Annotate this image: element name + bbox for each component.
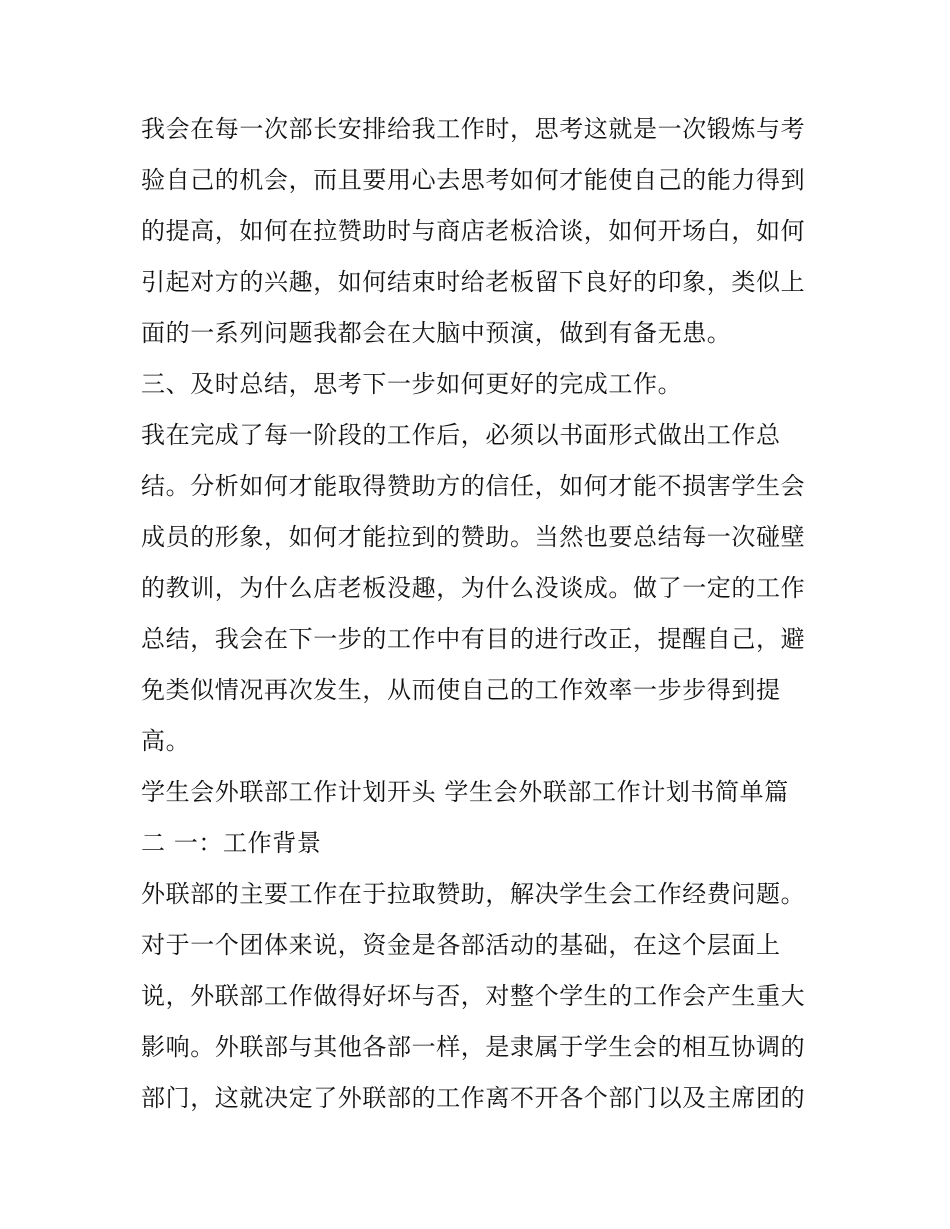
text-line: 高。 bbox=[141, 727, 191, 755]
text-line: 引起对方的兴趣，如何结束时给老板留下良好的印象，类似上 bbox=[141, 268, 806, 296]
text-line: 免类似情况再次发生，从而使自己的工作效率一步步得到提 bbox=[141, 676, 781, 704]
text-line: 验自己的机会，而且要用心去思考如何才能使自己的能力得到 bbox=[141, 166, 806, 194]
text-line: 我会在每一次部长安排给我工作时，思考这就是一次锻炼与考 bbox=[141, 115, 806, 143]
text-line: 部门，这就决定了外联部的工作离不开各个部门以及主席团的 bbox=[141, 1084, 806, 1112]
text-line: 结。分析如何才能取得赞助方的信任，如何才能不损害学生会 bbox=[141, 472, 806, 500]
text-line: 总结，我会在下一步的工作中有目的进行改正，提醒自己，避 bbox=[141, 625, 806, 653]
document-body bbox=[141, 104, 821, 1124]
section-heading: 三、及时总结，思考下一步如何更好的完成工作。 bbox=[141, 370, 683, 398]
text-line: 我在完成了每一阶段的工作后，必须以书面形式做出工作总 bbox=[141, 421, 781, 449]
text-line: 说，外联部工作做得好坏与否，对整个学生的工作会产生重大 bbox=[141, 982, 806, 1010]
section-heading: 二 一：工作背景 bbox=[141, 829, 322, 857]
text-line: 的教训，为什么店老板没趣，为什么没谈成。做了一定的工作 bbox=[141, 574, 806, 602]
text-line: 对于一个团体来说，资金是各部活动的基础，在这个层面上 bbox=[141, 931, 781, 959]
text-line: 成员的形象，如何才能拉到的赞助。当然也要总结每一次碰壁 bbox=[141, 523, 806, 551]
text-line: 的提高，如何在拉赞助时与商店老板洽谈，如何开场白，如何 bbox=[141, 217, 806, 245]
document-title-line: 学生会外联部工作计划开头 学生会外联部工作计划书简单篇 bbox=[141, 778, 789, 806]
text-line: 影响。外联部与其他各部一样，是隶属于学生会的相互协调的 bbox=[141, 1033, 806, 1061]
text-line: 面的一系列问题我都会在大脑中预演，做到有备无患。 bbox=[141, 319, 732, 347]
text-line: 外联部的主要工作在于拉取赞助，解决学生会工作经费问题。 bbox=[141, 880, 806, 908]
